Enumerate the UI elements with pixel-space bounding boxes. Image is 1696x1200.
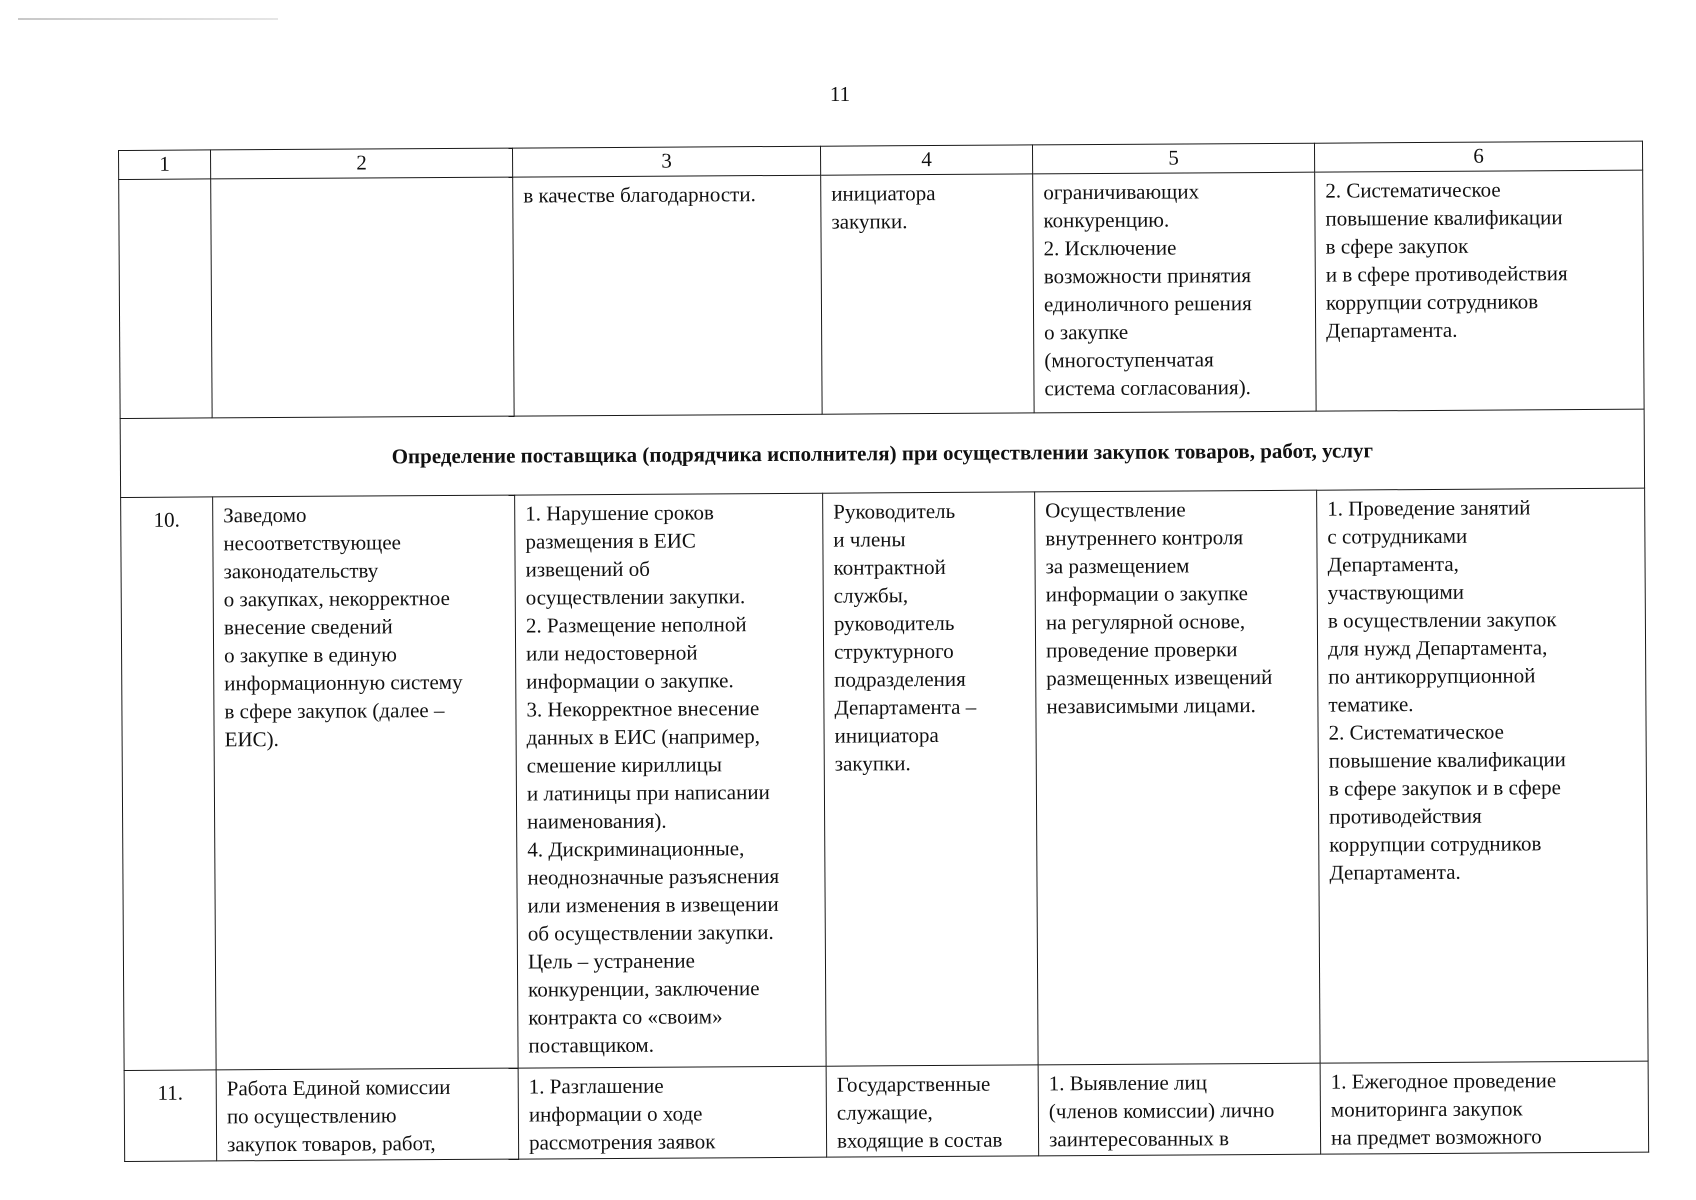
section-header-row — [120, 409, 1644, 497]
cell-minimization-measures: Осуществление внутреннего контроля за размещением информации о закупке на регулярной основе, проведение проверки размещенных извещений независимыми лицами. — [1035, 490, 1320, 1065]
section-title: Определение поставщика (подрядчика исполнителя) при осуществлении закупок товаров, работ, услуг — [120, 409, 1644, 497]
header-col-4: 4 — [820, 145, 1032, 175]
header-col-1: 1 — [119, 150, 211, 180]
header-col-2: 2 — [211, 148, 513, 179]
risk-table — [118, 141, 1649, 1162]
cell-minimization-measures: 1. Выявление лиц (членов комиссии) лично заинтересованных в — [1038, 1063, 1321, 1156]
cell-risk: Работа Единой комиссии по осуществлению закупок товаров, работ, — [216, 1068, 519, 1161]
table-row — [124, 1061, 1649, 1161]
cell-risk — [211, 177, 514, 418]
header-col-6: 6 — [1314, 141, 1642, 172]
cell-description: в качестве благодарности. — [513, 175, 822, 416]
page-number: 11 — [829, 82, 851, 106]
scan-artifact — [18, 18, 278, 20]
cell-minimization-measures: ограничивающих конкуренцию. 2. Исключение возможности принятия единоличного решения о закупке (многоступенчатая система согласования). — [1033, 172, 1316, 413]
cell-description: 1. Нарушение сроков размещения в ЕИС извещений об осуществлении закупки. 2. Размещение неполной или недостоверной информации о закупке. 3. Некорректное внесение данных в ЕИС (например, смешение кириллицы и латиницы при написании наименования). 4. Дискриминационные, неоднозначные разъяснения или изменения в извещении об осуществлении закупки. Цель – устранение конкуренции, заключение контракта со «своим» поставщиком. — [515, 493, 826, 1068]
row-number: 11. — [124, 1070, 217, 1162]
cell-risk: Заведомо несоответствующее законодательству о закупках, некорректное внесение сведений о закупке в единую информационную систему в сфере закупок (далее – ЕИС). — [213, 495, 518, 1070]
cell-number — [119, 179, 212, 419]
cell-positions: Государственные служащие, входящие в состав — [826, 1065, 1039, 1157]
cell-positions: Руководитель и члены контрактной службы, руководитель структурного подразделения Департамента – инициатора закупки. — [823, 492, 1038, 1066]
header-col-3: 3 — [512, 146, 820, 177]
cell-prevention-measures: 1. Ежегодное проведение мониторинга закупок на предмет возможного — [1320, 1061, 1649, 1154]
cell-prevention-measures: 1. Проведение занятий с сотрудниками Департамента, участвующими в осуществлении закупок для нужд Департамента, по антикоррупционной тематике. 2. Систематическое повышение квалификации в сфере закупок и в сфере противодействия коррупции сотрудников Департамента. — [1317, 488, 1648, 1063]
header-col-5: 5 — [1032, 143, 1314, 174]
table-row-continuation — [119, 170, 1644, 418]
table-row — [121, 488, 1648, 1070]
cell-description: 1. Разглашение информации о ходе рассмотрения заявок — [518, 1066, 827, 1159]
row-number: 10. — [121, 497, 216, 1071]
cell-positions: инициатора закупки. — [821, 174, 1034, 414]
cell-prevention-measures: 2. Систематическое повышение квалификации в сфере закупок и в сфере противодействия коррупции сотрудников Департамента. — [1315, 170, 1644, 411]
